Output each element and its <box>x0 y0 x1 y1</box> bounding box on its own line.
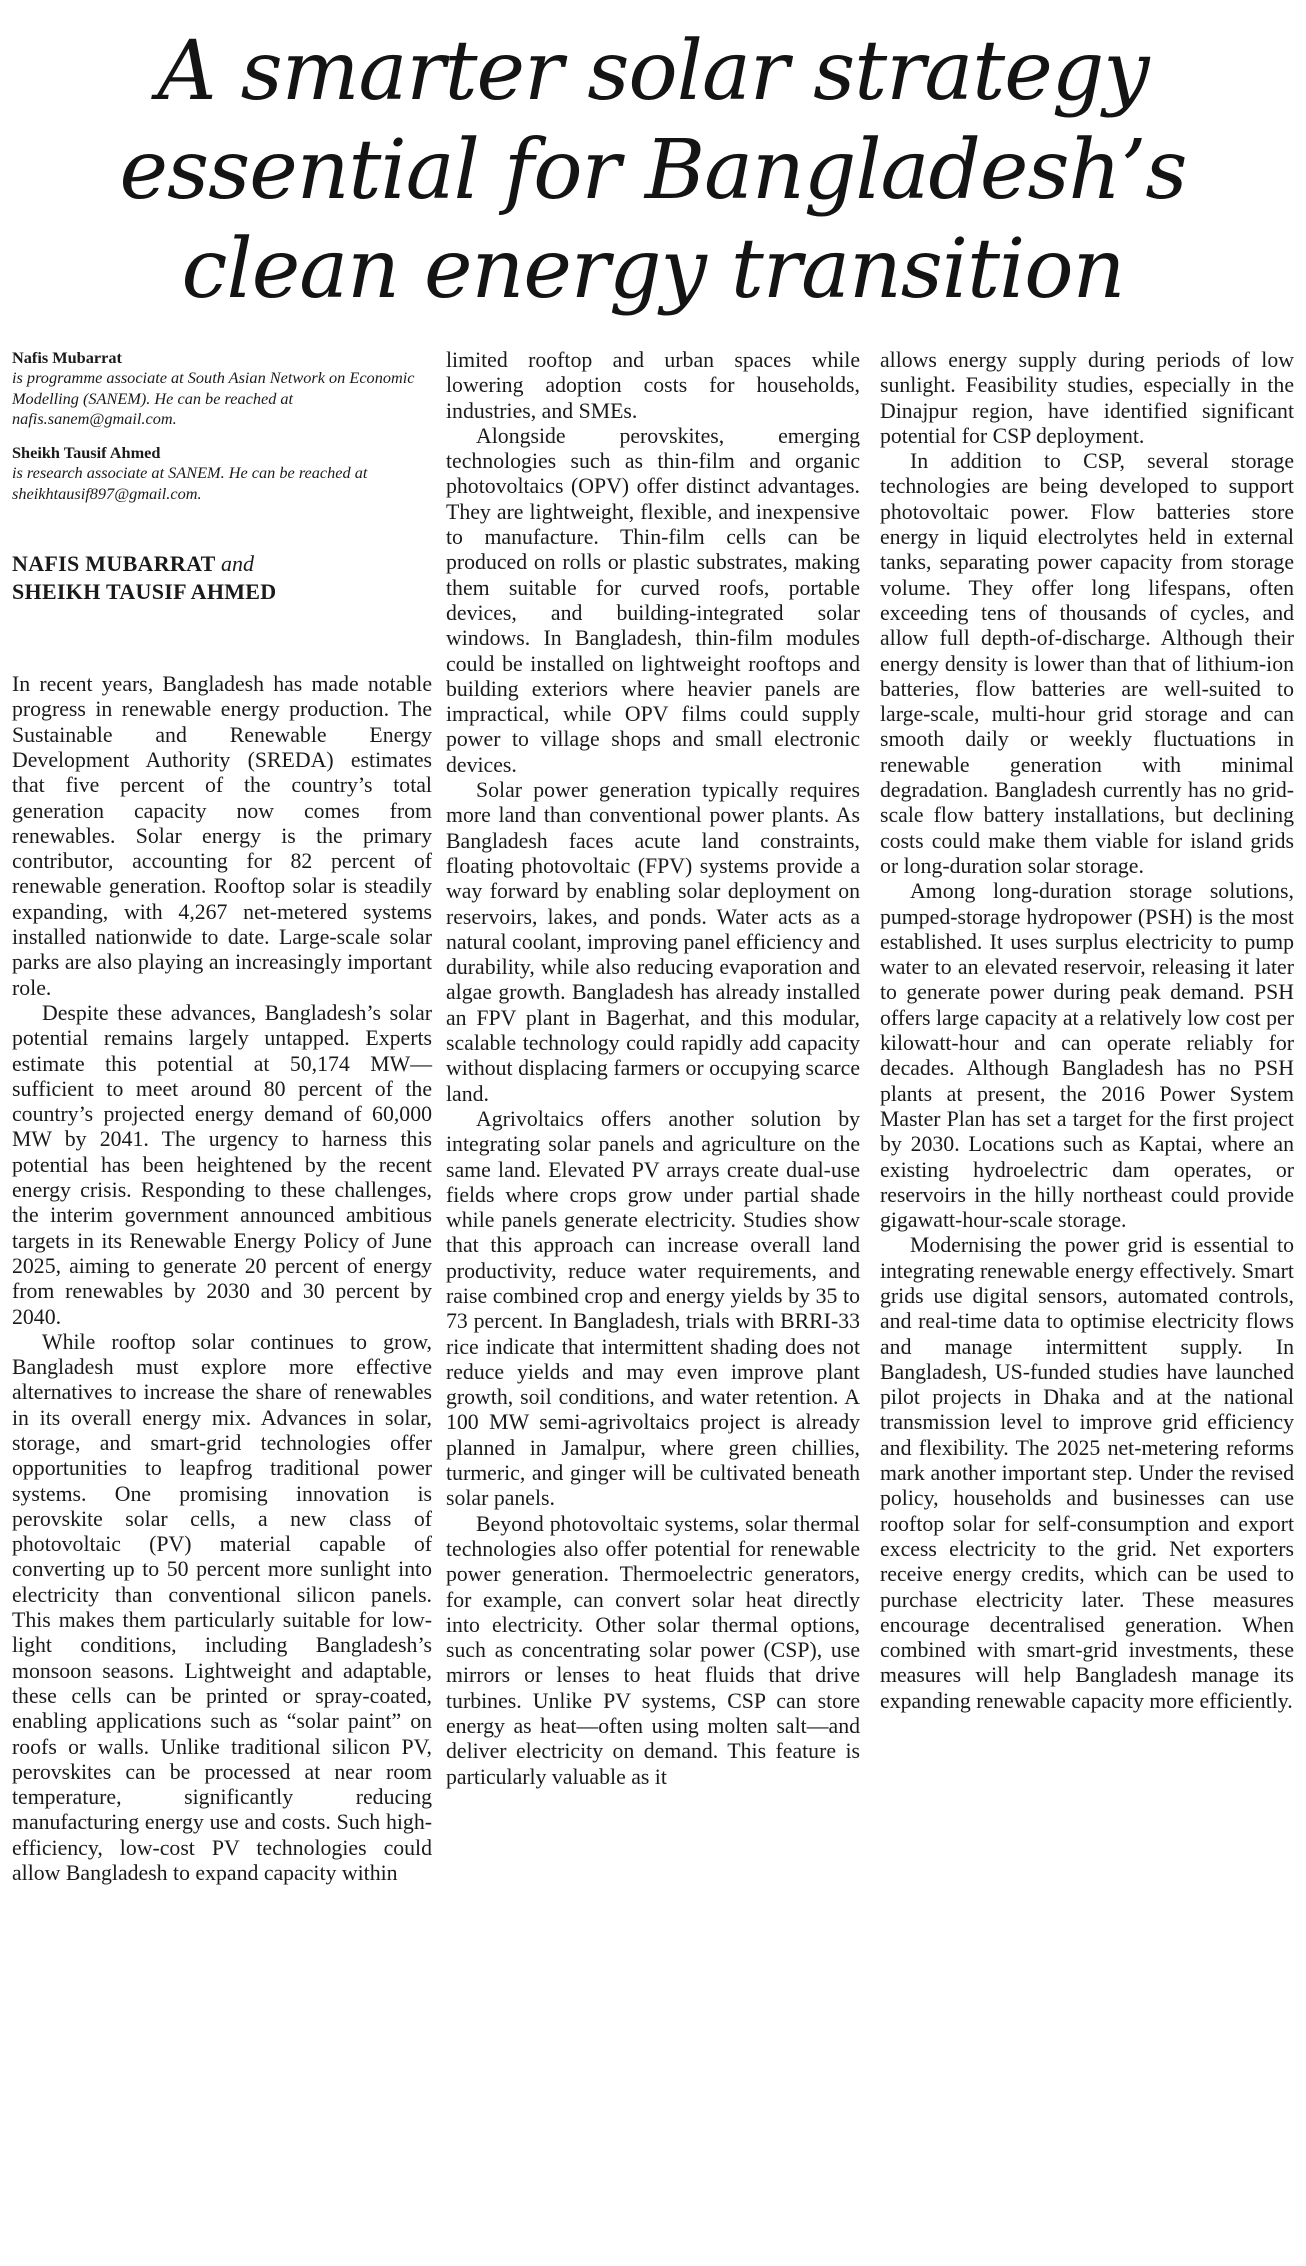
body-paragraph: Modernising the power grid is essential to integrating renewable energy effectively. Smart grids use digital sensors, automated controls, and real-time data to optimise electricity flows and manage intermittent supply. In Bangladesh, US-funded studies have launched pilot projects in Dhaka and at the national transmission level to improve grid efficiency and flexibility. The 2025 net-metering reforms mark another important step. Under the revised policy, households and businesses can use rooftop solar for self-consumption and export excess electricity to the grid. Net exporters receive energy credits, which can be used to purchase electricity later. These measures encourage decentralised generation. When combined with smart-grid investments, these measures will help Bangladesh manage its expanding renewable capacity more efficiently. <box>880 1233 1294 1713</box>
body-paragraph: limited rooftop and urban spaces while lowering adoption costs for households, industries, and SMEs. <box>446 348 860 423</box>
author-bio-name: Sheikh Tausif Ahmed <box>12 443 161 463</box>
body-paragraph: Alongside perovskites, emerging technologies such as thin-film and organic photovoltaics (OPV) offer distinct advantages. They are lightweight, flexible, and inexpensive to manufacture. Thin-film cells can be produced on rolls or plastic substrates, making them suitable for curved roofs, portable devices, and building-integrated solar windows. In Bangladesh, thin-film modules could be installed on lightweight rooftops and building exteriors where heavier panels are impractical, while OPV films could supply power to village shops and small electronic devices. <box>446 423 860 777</box>
body-paragraph: Among long-duration storage solutions, pumped-storage hydropower (PSH) is the most established. It uses surplus electricity to pump water to an elevated reservoir, releasing it later to generate power during peak demand. PSH offers large capacity at a relatively low cost per kilowatt-hour and can operate reliably for decades. Although Bangladesh has no PSH plants at present, the 2016 Power System Master Plan has set a target for the first project by 2030. Locations such as Kaptai, where an existing hydroelectric dam operates, or reservoirs in the hilly northeast could provide gigawatt-hour-scale storage. <box>880 879 1294 1233</box>
author-bio-description: is research associate at SANEM. He can be reached at sheikhtausif897@gmail.com. <box>12 463 368 503</box>
body-paragraph: Solar power generation typically requires more land than conventional power plants. As Bangladesh faces acute land constraints, floating photovoltaic (FPV) systems provide a way forward by enabling solar deployment on reservoirs, lakes, and ponds. Water acts as a natural coolant, improving panel efficiency and durability, while also reducing evaporation and algae growth. Bangladesh has already installed an FPV plant in Bagerhat, and this modular, scalable technology could rapidly add capacity without displacing farmers or occupying scarce land. <box>446 778 860 1106</box>
body-paragraph: allows energy supply during periods of low sunlight. Feasibility studies, especially in the Dinajpur region, have identified significant potential for CSP deployment. <box>880 348 1294 448</box>
byline-author-2: SHEIKH TAUSIF AHMED <box>12 579 277 605</box>
headline-line-1: A smarter solar strategy <box>157 24 1149 119</box>
column-3 <box>880 348 1294 1714</box>
column-2 <box>446 348 860 1790</box>
body-paragraph: In addition to CSP, several storage technologies are being developed to support photovoltaic power. Flow batteries store energy in liquid electrolytes held in external tanks, separating power capacity from storage volume. They offer long lifespans, often exceeding tens of thousands of cycles, and allow full depth-of-discharge. Although their energy density is lower than that of lithium-ion batteries, flow batteries are well-suited to large-scale, multi-hour grid storage and can smooth daily or weekly fluctuations in renewable generation with minimal degradation. Bangladesh currently has no grid-scale flow battery installations, but declining costs could make them viable for island grids or long-duration solar storage. <box>880 449 1294 878</box>
author-bio <box>12 348 432 429</box>
byline-author-1: NAFIS MUBARRAT <box>12 551 216 577</box>
column-1 <box>12 348 432 1886</box>
body-paragraph: Beyond photovoltaic systems, solar thermal technologies also offer potential for renewable power generation. Thermoelectric generators, for example, can convert solar heat directly into electricity. Other solar thermal options, such as concentrating solar power (CSP), use mirrors or lenses to heat fluids that drive turbines. Unlike PV systems, CSP can store energy as heat—often using molten salt—and deliver electricity on demand. This feature is particularly valuable as it <box>446 1511 860 1789</box>
byline <box>12 550 432 606</box>
body-paragraph: Agrivoltaics offers another solution by integrating solar panels and agriculture on the same land. Elevated PV arrays create dual-use fields where crops grow under partial shade while panels generate electricity. Studies show that this approach can increase overall land productivity, reduce water requirements, and raise combined crop and energy yields by 35 to 73 percent. In Bangladesh, trials with BRRI-33 rice indicate that intermittent shading does not reduce yields and may even improve plant growth, soil conditions, and water retention. A 100 MW semi-agrivoltaics project is already planned in Jamalpur, where green chillies, turmeric, and ginger will be cultivated beneath solar panels. <box>446 1106 860 1511</box>
body-paragraph: Despite these advances, Bangladesh’s solar potential remains largely untapped. Experts estimate this potential at 50,174 MW—sufficient to meet around 80 percent of the country’s projected energy demand of 60,000 MW by 2041. The urgency to harness this potential has been heightened by the recent energy crisis. Responding to these challenges, the interim government announced ambitious targets in its Renewable Energy Policy of June 2025, aiming to generate 20 percent of energy from renewables by 2030 and 30 percent by 2040. <box>12 1000 432 1329</box>
body-paragraph: While rooftop solar continues to grow, Bangladesh must explore more effective alternatives to increase the share of renewables in its overall energy mix. Advances in solar, storage, and smart-grid technologies offer opportunities to leapfrog traditional power systems. One promising innovation is perovskite solar cells, a new class of photovoltaic (PV) material capable of converting up to 50 percent more sunlight into electricity than conventional silicon panels. This makes them particularly suitable for low-light conditions, including Bangladesh’s monsoon seasons. Lightweight and adaptable, these cells can be printed or spray-coated, enabling applications such as “solar paint” on roofs or walls. Unlike traditional silicon PV, perovskites can be processed at near room temperature, significantly reducing manufacturing energy use and costs. Such high-efficiency, low-cost PV technologies could allow Bangladesh to expand capacity within <box>12 1329 432 1886</box>
author-bio <box>12 443 432 504</box>
author-bio-description: is programme associate at South Asian Network on Economic Modelling (SANEM). He can be reached at nafis.sanem@gmail.com. <box>12 368 415 428</box>
headline-line-2: essential for Bangladesh’s <box>119 123 1187 218</box>
author-bio-name: Nafis Mubarrat <box>12 348 122 367</box>
byline-conjunction: and <box>221 551 255 577</box>
headline-line-3: clean energy transition <box>181 222 1125 317</box>
body-paragraph: In recent years, Bangladesh has made notable progress in renewable energy production. The Sustainable and Renewable Energy Development Authority (SREDA) estimates that five percent of the country’s total generation capacity now comes from renewables. Solar energy is the primary contributor, accounting for 82 percent of renewable generation. Rooftop solar is steadily expanding, with 4,267 net-metered systems installed nationwide to date. Large-scale solar parks are also playing an increasingly important role. <box>12 672 432 1000</box>
headline <box>20 22 1286 319</box>
